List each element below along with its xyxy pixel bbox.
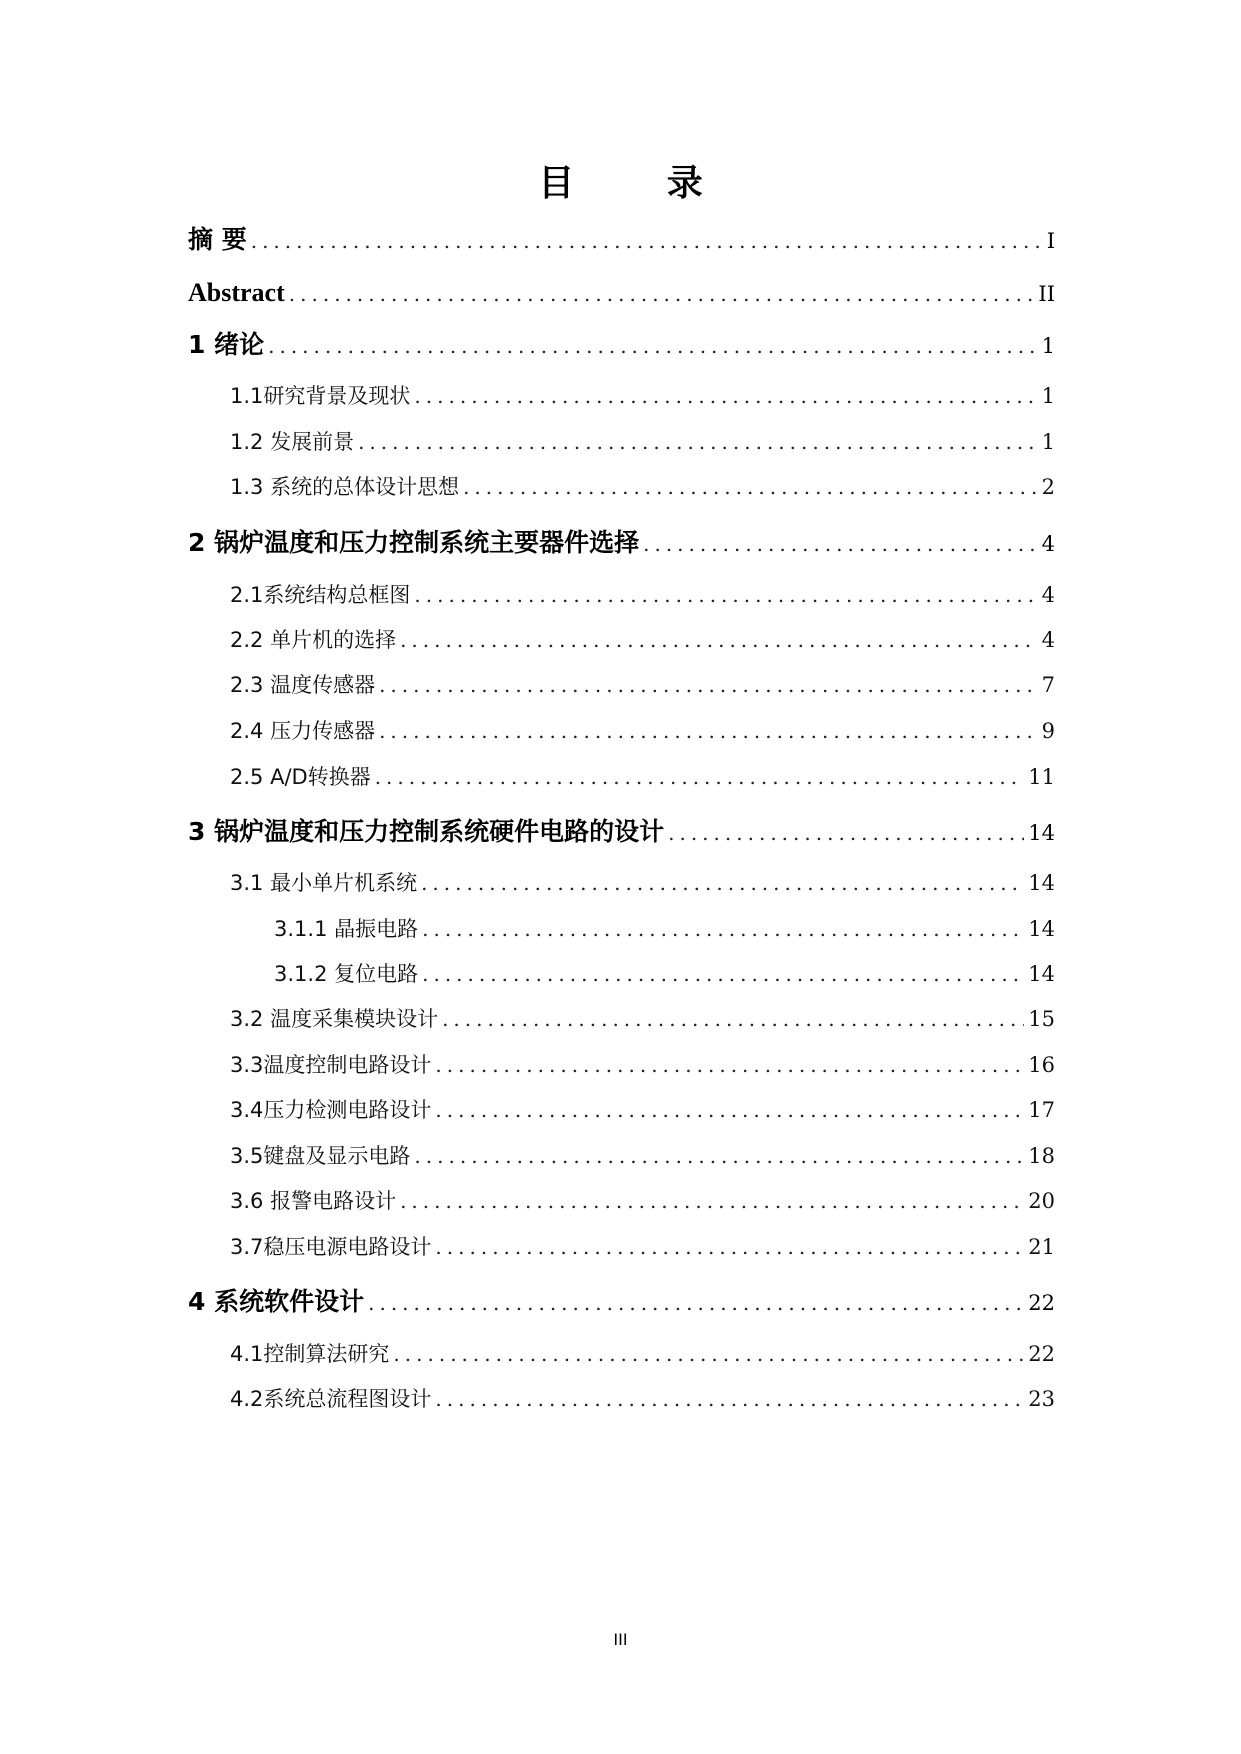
toc-entry-section-3-2[interactable] [230, 1004, 1055, 1034]
toc-leader-dots [463, 472, 1038, 502]
toc-leader-dots [393, 1339, 1024, 1369]
toc-entry-section-2-2[interactable] [230, 625, 1055, 655]
toc-leader-dots [358, 427, 1038, 457]
toc-entry-section-3-6[interactable] [230, 1186, 1055, 1216]
toc-leader-dots [422, 914, 1024, 944]
toc-leader-dots [422, 959, 1024, 989]
toc-entry-abstract-cn[interactable] [188, 224, 1055, 257]
toc-entry-page: 23 [1028, 1387, 1055, 1411]
toc-entry-section-3-5[interactable] [230, 1141, 1055, 1171]
toc-entry-chapter-3[interactable] [188, 816, 1055, 849]
toc-leader-dots [668, 817, 1024, 849]
toc-leader-dots [435, 1050, 1024, 1080]
toc-entry-label: 1.1研究背景及现状 [230, 384, 411, 408]
toc-entry-section-2-5[interactable] [230, 762, 1055, 792]
toc-entry-page: 14 [1028, 871, 1055, 895]
toc-entry-page: 1 [1041, 430, 1055, 454]
toc-entry-label: 3.4压力检测电路设计 [230, 1098, 432, 1122]
toc-leader-dots [379, 716, 1038, 746]
toc-entry-label: Abstract [188, 278, 285, 307]
toc-entry-page: 17 [1028, 1098, 1055, 1122]
toc-entry-label: 1 绪论 [188, 330, 265, 359]
toc-leader-dots [421, 868, 1024, 898]
toc-entry-abstract-en[interactable] [188, 277, 1055, 310]
toc-leader-dots [251, 225, 1043, 257]
toc-entry-label: 3.2 温度采集模块设计 [230, 1007, 439, 1031]
toc-entry-page: 4 [1041, 628, 1055, 652]
toc-entry-page: 14 [1028, 962, 1055, 986]
toc-leader-dots [414, 381, 1037, 411]
toc-entry-section-4-2[interactable] [230, 1384, 1055, 1414]
toc-entry-label: 3.1.1 晶振电路 [274, 917, 419, 941]
toc-leader-dots [268, 330, 1038, 362]
toc-entry-section-4-1[interactable] [230, 1339, 1055, 1369]
toc-entry-section-3-3[interactable] [230, 1050, 1055, 1080]
toc-entry-label: 3.3温度控制电路设计 [230, 1053, 432, 1077]
toc-entry-section-1-2[interactable] [230, 427, 1055, 457]
toc-entry-label: 3 锅炉温度和压力控制系统硬件电路的设计 [188, 817, 665, 846]
page-number: III [613, 1630, 628, 1649]
toc-entry-section-3-1-1[interactable] [274, 914, 1055, 944]
toc-entry-section-3-7[interactable] [230, 1232, 1055, 1262]
toc-entry-page: 18 [1028, 1144, 1055, 1168]
toc-title: 目 录 [538, 163, 743, 204]
toc-entry-label: 3.1.2 复位电路 [274, 962, 419, 986]
toc-entry-label: 4 系统软件设计 [188, 1287, 365, 1316]
toc-entry-page: 11 [1028, 765, 1055, 789]
toc-entry-section-3-1-2[interactable] [274, 959, 1055, 989]
toc-leader-dots [289, 278, 1035, 310]
toc-entry-page: 4 [1041, 583, 1055, 607]
toc-entry-chapter-1[interactable] [188, 329, 1055, 362]
toc-entry-page: 1 [1041, 334, 1055, 358]
toc-leader-dots [414, 1141, 1024, 1171]
toc-entry-label: 1.3 系统的总体设计思想 [230, 475, 460, 499]
toc-leader-dots [435, 1095, 1024, 1125]
toc-entry-chapter-4[interactable] [188, 1286, 1055, 1319]
toc-entry-label: 2.2 单片机的选择 [230, 628, 397, 652]
toc-entry-section-3-4[interactable] [230, 1095, 1055, 1125]
toc-entry-section-2-4[interactable] [230, 716, 1055, 746]
toc-leader-dots [400, 1186, 1024, 1216]
toc-entry-label: 2.3 温度传感器 [230, 673, 376, 697]
toc-leader-dots [435, 1384, 1024, 1414]
toc-leader-dots [442, 1004, 1024, 1034]
toc-leader-dots [414, 580, 1037, 610]
toc-entry-page: 22 [1028, 1342, 1055, 1366]
toc-entry-page: 9 [1041, 719, 1055, 743]
toc-leader-dots [400, 625, 1038, 655]
toc-entry-section-2-3[interactable] [230, 670, 1055, 700]
toc-entry-label: 3.6 报警电路设计 [230, 1189, 397, 1213]
toc-entry-page: 22 [1028, 1291, 1055, 1315]
toc-entry-page: 14 [1028, 917, 1055, 941]
toc-leader-dots [379, 670, 1038, 700]
toc-leader-dots [643, 528, 1038, 560]
toc-entry-label: 2.4 压力传感器 [230, 719, 376, 743]
toc-entry-label: 2 锅炉温度和压力控制系统主要器件选择 [188, 528, 640, 557]
toc-entry-chapter-2[interactable] [188, 527, 1055, 560]
toc-entry-section-1-1[interactable] [230, 381, 1055, 411]
toc-entry-label: 1.2 发展前景 [230, 430, 355, 454]
toc-entry-section-1-3[interactable] [230, 472, 1055, 502]
toc-entry-page: 14 [1028, 821, 1055, 845]
toc-entry-label: 2.5 A/D转换器 [230, 765, 371, 789]
toc-entry-label: 3.1 最小单片机系统 [230, 871, 418, 895]
toc-leader-dots [368, 1287, 1024, 1319]
toc-leader-dots [375, 762, 1025, 792]
toc-entry-page: 21 [1028, 1235, 1055, 1259]
toc-leader-dots [435, 1232, 1024, 1262]
toc-entry-page: 2 [1041, 475, 1055, 499]
toc-entry-page: 7 [1041, 673, 1055, 697]
toc-entry-page: 16 [1028, 1053, 1055, 1077]
toc-entry-page: II [1038, 282, 1055, 306]
toc-entry-page: 4 [1041, 532, 1055, 556]
toc-entry-label: 3.5键盘及显示电路 [230, 1144, 411, 1168]
toc-entry-label: 摘 要 [188, 225, 247, 254]
toc-entry-page: I [1046, 229, 1055, 253]
toc-entry-label: 4.2系统总流程图设计 [230, 1387, 432, 1411]
toc-entry-page: 1 [1041, 384, 1055, 408]
toc-entry-section-3-1[interactable] [230, 868, 1055, 898]
toc-entry-label: 3.7稳压电源电路设计 [230, 1235, 432, 1259]
toc-entry-page: 20 [1028, 1189, 1055, 1213]
toc-entry-label: 4.1控制算法研究 [230, 1342, 390, 1366]
toc-entry-section-2-1[interactable] [230, 580, 1055, 610]
toc-entry-label: 2.1系统结构总框图 [230, 583, 411, 607]
toc-entry-page: 15 [1028, 1007, 1055, 1031]
